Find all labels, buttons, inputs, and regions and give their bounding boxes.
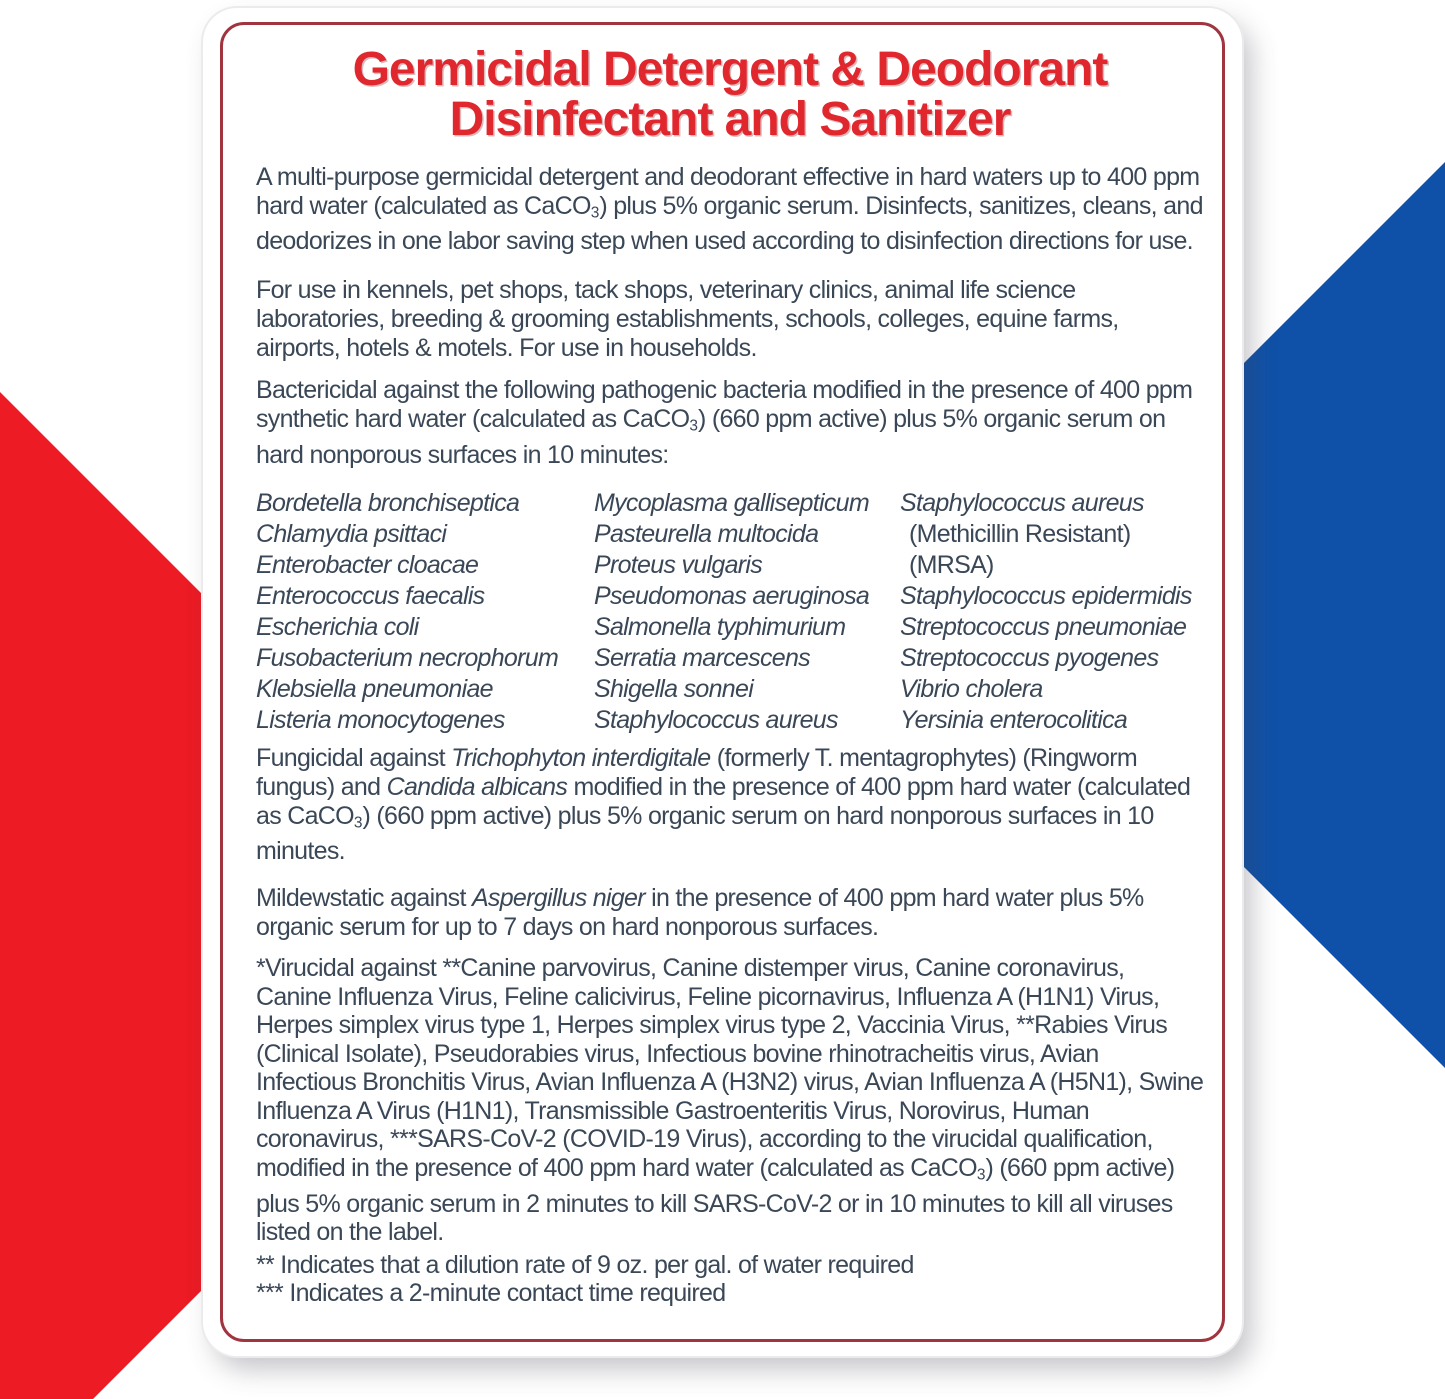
text-segment: Mildewstatic against <box>256 884 472 913</box>
text-segment: in the presence of 400 ppm hard water plus 5% organic serum for up to 7 days on hard nonporous surfaces. <box>256 884 1144 942</box>
organism-item: Fusobacterium necrophorum <box>256 643 559 672</box>
text-segment: Bactericidal against the following pathogenic bacteria modified in the presence of 400 ppm synthetic hard water (calculated as CaCO <box>256 376 1193 434</box>
text-segment: Fungicidal against <box>256 743 452 772</box>
fungicidal-paragraph <box>256 744 1204 866</box>
text-segment: For use in kennels, pet shops, tack shops, veterinary clinics, animal life science laboratories, breeding & grooming establishments, schools, colleges, equine farms, airports, hotels & motels. For use in households. <box>256 276 1119 363</box>
organism-item: (Methicillin Resistant) <box>909 519 1131 548</box>
footnote-dilution-rate <box>256 1251 1204 1279</box>
organism-item: Staphylococcus aureus <box>900 488 1144 517</box>
organism-item: Pasteurella multocida <box>594 519 819 548</box>
organism-item: Serratia marcescens <box>594 643 810 672</box>
use-sites-paragraph <box>256 276 1204 363</box>
text-segment: *** Indicates a 2-minute contact time required <box>256 1278 726 1307</box>
organism-item: Yersinia enterocolitica <box>900 705 1128 734</box>
text-segment: 3 <box>353 814 363 832</box>
organism-item: Staphylococcus aureus <box>594 705 838 734</box>
organism-list <box>256 488 1204 736</box>
text-segment: ** Indicates that a dilution rate of 9 oz. per gal. of water required <box>256 1250 914 1279</box>
organism-item: Chlamydia psittaci <box>256 519 447 548</box>
label-red-border <box>220 22 1225 1342</box>
organism-item: Staphylococcus epidermidis <box>900 581 1192 610</box>
organism-item: Enterococcus faecalis <box>256 581 485 610</box>
organism-item: Listeria monocytogenes <box>256 705 505 734</box>
organism-item: Escherichia coli <box>256 612 419 641</box>
organism-item: Enterobacter cloacae <box>256 550 479 579</box>
text-segment: 3 <box>590 204 600 222</box>
bactericidal-paragraph <box>256 376 1204 469</box>
text-segment: Candida albicans <box>386 772 568 801</box>
intro-paragraph <box>256 163 1204 256</box>
title-line-2: Disinfectant and Sanitizer <box>449 93 1011 146</box>
text-segment: 3 <box>976 1166 986 1184</box>
text-segment: modified in the presence of 400 ppm hard water (calculated as CaCO <box>256 772 1191 830</box>
text-segment: Aspergillus niger <box>471 884 645 913</box>
text-segment: ) (660 ppm active) plus 5% organic serum in 2 minutes to kill SARS-CoV-2 or in 10 minutes to kill all viruses listed on the label. <box>256 1153 1175 1247</box>
label-title <box>256 45 1204 145</box>
footnote-contact-time <box>256 1279 1204 1307</box>
organism-column-3 <box>900 488 1204 736</box>
text-segment: 3 <box>689 417 698 435</box>
text-segment: A multi-purpose germicidal detergent and deodorant effective in hard waters up to 400 ppm hard water (calculated as CaCO <box>256 163 1200 220</box>
organism-item: (MRSA) <box>909 550 994 579</box>
organism-item: Proteus vulgaris <box>594 550 763 579</box>
title-line-1: Germicidal Detergent & Deodorant <box>352 43 1108 96</box>
organism-item: Bordetella bronchiseptica <box>256 488 520 517</box>
organism-item: Klebsiella pneumoniae <box>256 674 493 703</box>
organism-item: Shigella sonnei <box>594 674 754 703</box>
organism-column-2 <box>594 488 900 736</box>
text-segment: ) plus 5% organic serum. Disinfects, sanitizes, cleans, and deodorizes in one labor saving step when used according to disinfection directions for use. <box>256 192 1203 256</box>
organism-item: Vibrio cholera <box>900 674 1043 703</box>
label-card <box>203 8 1242 1356</box>
text-segment: ) (660 ppm active) plus 5% organic serum on hard nonporous surfaces in 10 minutes. <box>256 801 1154 866</box>
organism-item: Mycoplasma gallisepticum <box>594 488 869 517</box>
organism-item: Streptococcus pneumoniae <box>900 612 1187 641</box>
organism-item: Pseudomonas aeruginosa <box>594 581 870 610</box>
text-segment: Trichophyton interdigitale <box>451 743 711 772</box>
text-segment: (formerly T. mentagrophytes) (Ringworm fungus) and <box>256 743 1137 801</box>
text-segment: *Virucidal against **Canine parvovirus, Canine distemper virus, Canine coronavirus, Canine Influenza Virus, Feline calicivirus, Feline picornavirus, Influenza A (H1N1) Virus, Herpes simplex virus type 1, Herpes simplex virus type 2, Vaccinia Virus, **Rabies Virus (Clinical Isolate), Pseudorabies virus, Infectious bovine rhinotracheitis virus, Avian Infectious Bronchitis Virus, Avian Influenza A (H3N2) virus, Avian Influenza A (H5N1), Swine Influenza A Virus (H1N1), Transmissible Gastroenteritis Virus, Norovirus, Human coronavirus, ***SARS-CoV-2 (COVID-19 Virus), according to the virucidal qualification, modified in the presence of 400 ppm hard water (calculated as CaCO <box>256 954 1204 1182</box>
organism-item: Streptococcus pyogenes <box>900 643 1159 672</box>
text-segment: ) (660 ppm active) plus 5% organic serum on hard nonporous surfaces in 10 minutes: <box>256 405 1166 469</box>
mildewstatic-paragraph <box>256 884 1204 942</box>
organism-column-1 <box>256 488 594 736</box>
virucidal-paragraph <box>256 954 1204 1246</box>
organism-item: Salmonella typhimurium <box>594 612 846 641</box>
